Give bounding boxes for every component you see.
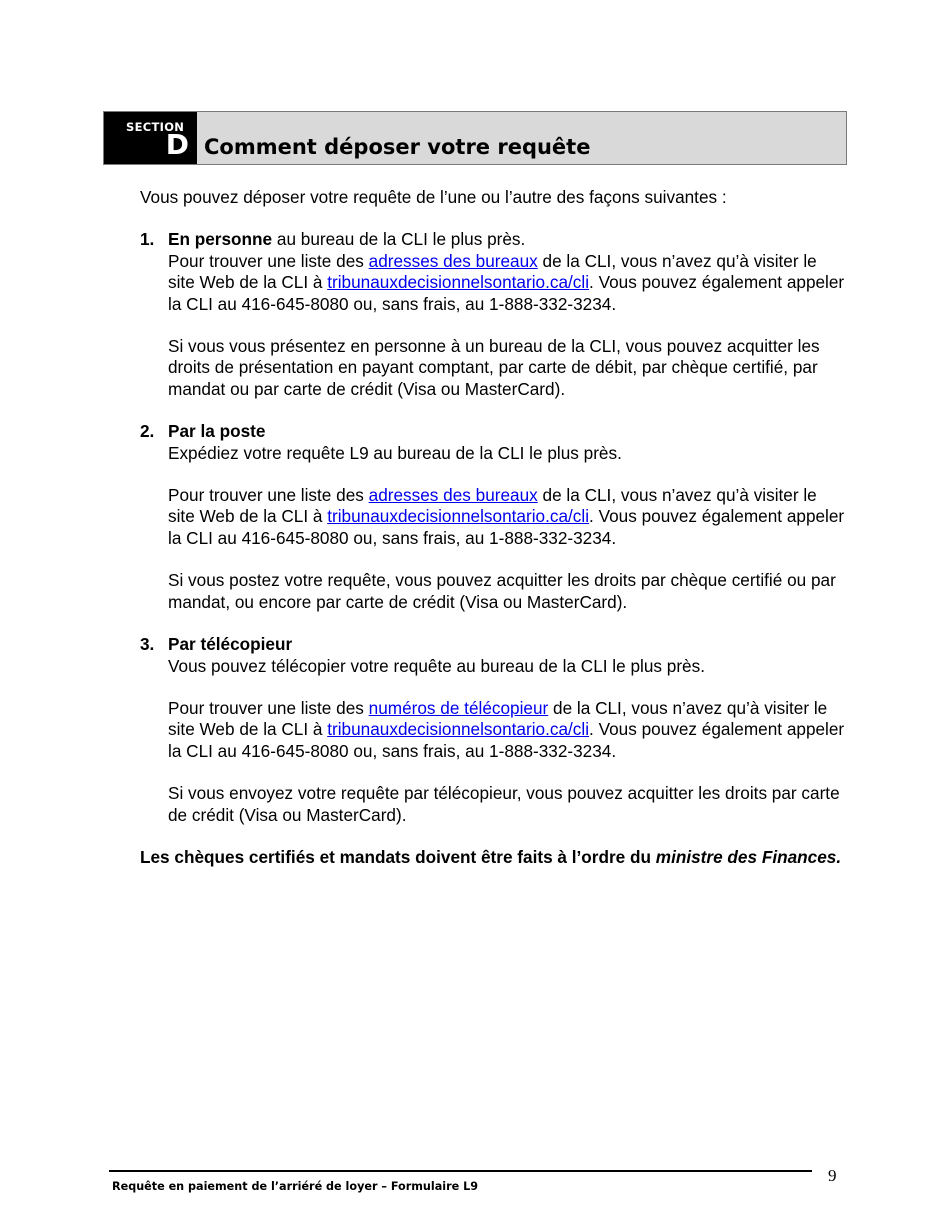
item-subline: Vous pouvez télécopier votre requête au bureau de la CLI le plus près. (168, 655, 705, 676)
closing-text: Les chèques certifiés et mandats doivent être faits à l’ordre du (140, 846, 656, 867)
find-before: Pour trouver une liste des (168, 697, 369, 718)
find-middle: de la CLI, vous n’avez qu’à visiter le site Web de la CLI à (168, 250, 817, 293)
item-number: 3. (140, 634, 155, 655)
item-heading-line (168, 634, 845, 677)
website-link[interactable]: tribunauxdecisionnelsontario.ca/cli (327, 506, 590, 527)
list-item-by-mail (140, 421, 845, 613)
item-heading: Par la poste (168, 421, 266, 442)
item-heading: Par télécopieur (168, 634, 293, 655)
find-after: . Vous pouvez également appeler la CLI au 416-645-8080 ou, sans frais, au 1-888-332-3234. (168, 506, 845, 548)
list-item-by-fax (140, 634, 845, 826)
find-after: . Vous pouvez également appeler la CLI au 416-645-8080 ou, sans frais, au 1-888-332-3234. (168, 719, 845, 761)
section-header (103, 111, 847, 165)
website-link[interactable]: tribunauxdecisionnelsontario.ca/cli (327, 719, 590, 740)
payment-text: Si vous postez votre requête, vous pouvez acquitter les droits par chèque certifié ou par mandat, ou encore par carte de crédit (Visa ou MasterCard). (168, 570, 836, 612)
section-tab (104, 112, 197, 164)
item-number: 1. (140, 229, 155, 250)
closing-emphasis: ministre des Finances. (655, 846, 842, 867)
closing-note (140, 847, 845, 868)
find-before: Pour trouver une liste des (168, 485, 369, 506)
find-text (168, 698, 845, 762)
list-item-in-person (140, 229, 845, 400)
item-heading-line (168, 229, 845, 315)
find-after: . Vous pouvez également appeler la CLI au 416-645-8080 ou, sans frais, au 1-888-332-3234. (168, 272, 845, 314)
section-label: SECTION (126, 120, 185, 134)
find-text (168, 485, 845, 549)
office-addresses-link[interactable]: adresses des bureaux (368, 250, 538, 271)
intro-text: Vous pouvez déposer votre requête de l’une ou l’autre des façons suivantes : (140, 187, 727, 207)
item-subline: Expédiez votre requête L9 au bureau de la CLI le plus près. (168, 442, 622, 463)
office-addresses-link[interactable]: adresses des bureaux (368, 485, 538, 506)
website-link[interactable]: tribunauxdecisionnelsontario.ca/cli (327, 272, 590, 293)
payment-text: Si vous vous présentez en personne à un bureau de la CLI, vous pouvez acquitter les droits de présentation en payant comptant, par carte de débit, par chèque certifié, par mandat ou par carte de crédit (Visa ou MasterCard). (168, 336, 820, 399)
item-body (168, 229, 845, 400)
item-heading-rest: au bureau de la CLI le plus près. (272, 229, 526, 250)
find-middle: de la CLI, vous n’avez qu’à visiter le site Web de la CLI à (168, 697, 828, 740)
footer-divider (109, 1170, 812, 1172)
payment-text: Si vous envoyez votre requête par télécopieur, vous pouvez acquitter les droits par carte de crédit (Visa ou MasterCard). (168, 783, 840, 825)
footer-title: Requête en paiement de l’arriéré de loyer – Formulaire L9 (112, 1180, 478, 1193)
section-letter: D (165, 128, 189, 161)
item-number: 2. (140, 421, 155, 442)
item-heading: En personne (168, 229, 273, 250)
item-body (168, 421, 845, 613)
page-number: 9 (828, 1166, 837, 1185)
find-before: Pour trouver une liste des (168, 250, 369, 271)
item-body (168, 634, 845, 826)
item-heading-line (168, 421, 845, 464)
find-middle: de la CLI, vous n’avez qu’à visiter le site Web de la CLI à (168, 485, 817, 527)
main-content (140, 187, 845, 868)
page-title: Comment déposer votre requête (204, 135, 591, 159)
fax-numbers-link[interactable]: numéros de télécopieur (368, 697, 549, 718)
